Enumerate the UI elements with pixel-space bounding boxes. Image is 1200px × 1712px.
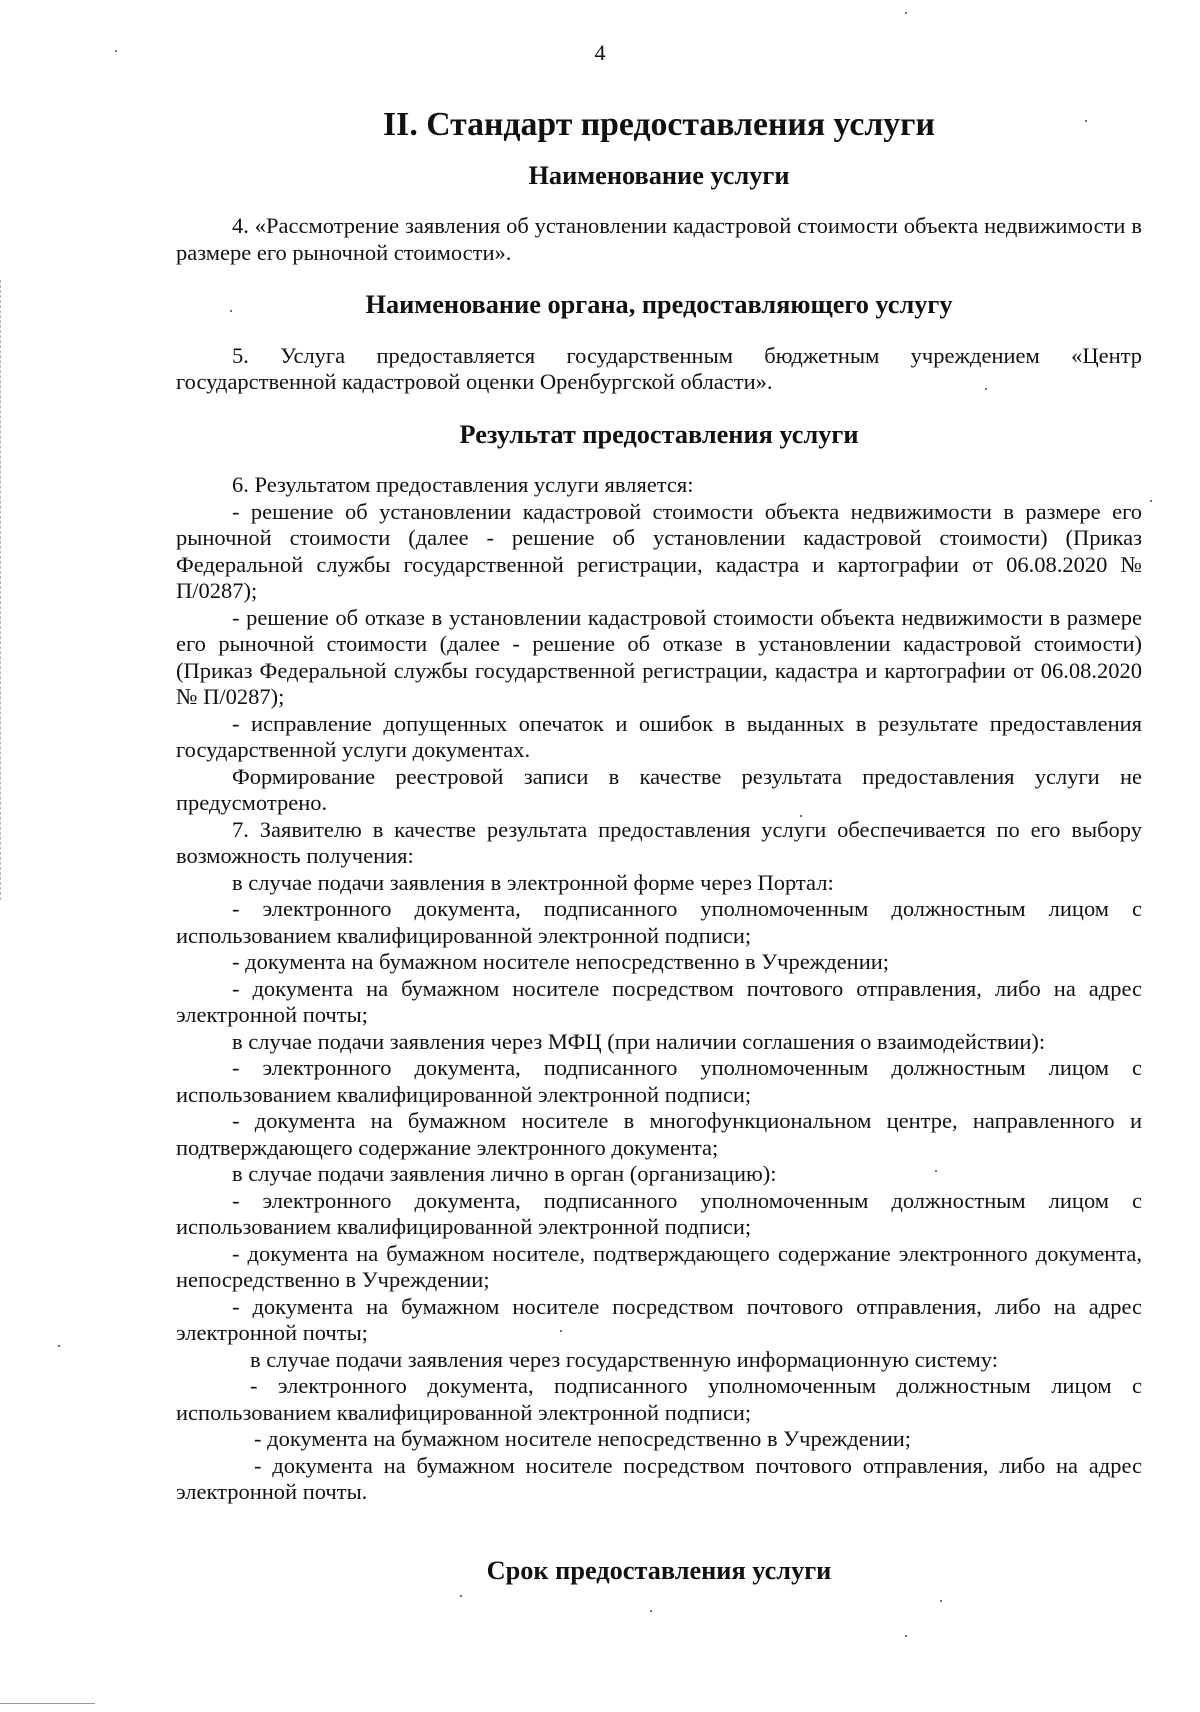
list-item: - документа на бумажном носителе посредством почтового отправления, либо на адрес электронной почты. bbox=[176, 1452, 1142, 1504]
paragraph: 6. Результатом предоставления услуги является: bbox=[232, 472, 694, 497]
paragraph: в случае подачи заявления через государственную информационную систему: bbox=[250, 1346, 998, 1372]
scan-margin-mark bbox=[0, 280, 2, 900]
paragraph: в случае подачи заявления лично в орган (организацию): bbox=[232, 1161, 777, 1186]
list-item: - электронного документа, подписанного уполномоченным должностным лицом с использованием квалифицированной электронной подписи; bbox=[176, 1187, 1142, 1239]
page-number: 4 bbox=[594, 40, 606, 65]
list-item: - документа на бумажном носителе непосредственно в Учреждении; bbox=[232, 949, 890, 974]
list-item: - электронного документа, подписанного уполномоченным должностным лицом с использованием квалифицированной электронной подписи; bbox=[176, 1055, 1142, 1107]
list-item: - документа на бумажном носителе посредством почтового отправления, либо на адрес электронной почты; bbox=[176, 1293, 1142, 1345]
paragraph: в случае подачи заявления в электронной форме через Портал: bbox=[232, 869, 834, 895]
paragraph: 4. «Рассмотрение заявления об установлении кадастровой стоимости объекта недвижимости в размере его рыночной стоимости». bbox=[176, 213, 1142, 265]
scan-speck bbox=[905, 1635, 907, 1637]
list-item: - решение об установлении кадастровой стоимости объекта недвижимости в размере его рыночной стоимости (далее - решение об установлении кадастровой стоимости) (Приказ Федеральной службы государственной регистрации, кадастра и картографии от 06.08.2020 № П/0287); bbox=[176, 498, 1142, 603]
subsection-heading: Результат предоставления услуги bbox=[459, 419, 859, 449]
section-heading: II. Стандарт предоставления услуги bbox=[383, 106, 935, 143]
paragraph: Формирование реестровой записи в качестве результата предоставления услуги не предусмотрено. bbox=[176, 763, 1142, 815]
document-body bbox=[176, 106, 1142, 1585]
subsection-heading: Наименование услуги bbox=[528, 160, 790, 190]
list-item: - электронного документа, подписанного уполномоченным должностным лицом с использованием квалифицированной электронной подписи; bbox=[176, 1373, 1142, 1425]
list-item: - документа на бумажном носителе, подтверждающего содержание электронного документа, непосредственно в Учреждении; bbox=[176, 1240, 1142, 1292]
scan-speck bbox=[58, 1345, 60, 1347]
subsection-heading: Срок предоставления услуги bbox=[486, 1555, 832, 1585]
list-item: - исправление допущенных опечаток и ошибок в выданных в результате предоставления государственной услуги документах. bbox=[176, 710, 1142, 762]
list-item: - документа на бумажном носителе в многофункциональном центре, направленного и подтверждающего содержание электронного документа; bbox=[176, 1108, 1142, 1160]
list-item: - документа на бумажном носителе непосредственно в Учреждении; bbox=[254, 1426, 912, 1451]
scan-speck bbox=[940, 1600, 942, 1602]
scan-edge-mark bbox=[0, 1703, 95, 1704]
list-item: - документа на бумажном носителе посредством почтового отправления, либо на адрес электронной почты; bbox=[176, 975, 1142, 1027]
paragraph: в случае подачи заявления через МФЦ (при наличии соглашения о взаимодействии): bbox=[232, 1028, 1046, 1054]
scan-speck bbox=[460, 1595, 462, 1597]
list-item: - решение об отказе в установлении кадастровой стоимости объекта недвижимости в размере его рыночной стоимости (далее - решение об отказе в установлении кадастровой стоимости) (Приказ Федеральной службы государственной регистрации, кадастра и картографии от 06.08.2020 № П/0287); bbox=[176, 604, 1142, 709]
paragraph: 5. Услуга предоставляется государственным бюджетным учреждением «Центр государственной кадастровой оценки Оренбургской области». bbox=[176, 342, 1142, 394]
scan-speck bbox=[1150, 500, 1152, 502]
list-item: - электронного документа, подписанного уполномоченным должностным лицом с использованием квалифицированной электронной подписи; bbox=[176, 896, 1142, 948]
subsection-heading: Наименование органа, предоставляющего услугу bbox=[365, 290, 953, 319]
paragraph: 7. Заявителю в качестве результата предоставления услуги обеспечивается по его выбору возможность получения: bbox=[176, 816, 1142, 868]
scan-speck bbox=[650, 1610, 652, 1612]
scan-speck bbox=[905, 12, 907, 14]
